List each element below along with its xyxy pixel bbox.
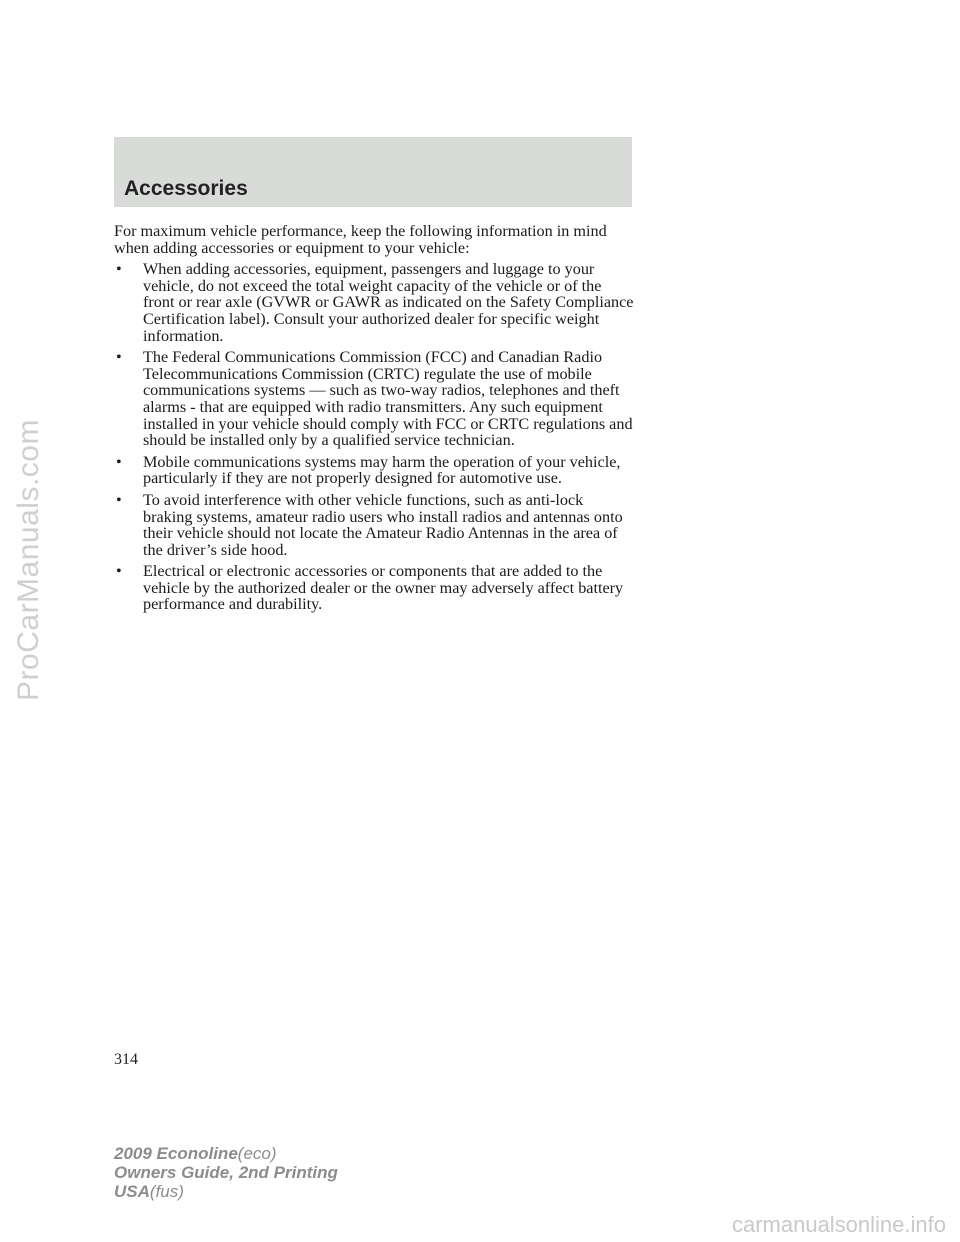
- footer-region-code: (fus): [149, 1182, 184, 1201]
- footer-model: 2009 Econoline: [114, 1144, 238, 1163]
- watermark: [6, 300, 52, 820]
- bullet-icon: •: [116, 348, 122, 367]
- page-number: 314: [114, 1051, 138, 1068]
- list-item-text: Mobile communications systems may harm the operation of your vehicle, particularly if they are not properly designed for automotive use.: [143, 452, 621, 488]
- list-item-text: The Federal Communications Commission (FCC) and Canadian Radio Telecommunications Commission (CRTC) regulate the use of mobile communications systems — such as two-way radios, telephones and theft alarms - that are equipped with radio transmitters. Any such equipment installed in your vehicle should comply with FCC or CRTC regulations and should be installed only by a qualified service technician.: [143, 348, 633, 450]
- section-header: [114, 137, 632, 207]
- bullet-list: [114, 261, 634, 613]
- bullet-icon: •: [116, 490, 122, 509]
- list-item-text: To avoid interference with other vehicle functions, such as anti-lock braking systems, amateur radio users who install radios and antennas onto their vehicle should not locate the Amateur Radio Antennas in the area of the driver’s side hood.: [143, 490, 623, 559]
- document-footer: [114, 1144, 338, 1201]
- footer-line-2: [114, 1163, 338, 1182]
- footer-model-code: (eco): [237, 1144, 277, 1163]
- section-title: Accessories: [124, 177, 248, 200]
- list-item-text: Electrical or electronic accessories or components that are added to the vehicle by the authorized dealer or the owner may adversely affect battery performance and durability.: [143, 562, 624, 614]
- footer-line-3: [114, 1182, 338, 1201]
- site-watermark: carmanualsonline.info: [731, 1212, 946, 1237]
- bullet-icon: •: [116, 260, 122, 279]
- list-item: [114, 492, 634, 558]
- list-item-text: When adding accessories, equipment, passengers and luggage to your vehicle, do not exceed the total weight capacity of the vehicle or of the front or rear axle (GVWR or GAWR as indicated on the Safety Compliance Certification label). Consult your authorized dealer for specific weight information.: [143, 260, 634, 345]
- page-content: [114, 223, 634, 618]
- intro-paragraph: For maximum vehicle performance, keep the following information in mind when adding accessories or equipment to your vehicle:: [114, 222, 607, 257]
- watermark-text: ProCarManuals.com: [12, 419, 45, 701]
- list-item: [114, 454, 634, 487]
- footer-region: USA: [114, 1182, 150, 1201]
- list-item: [114, 563, 634, 613]
- list-item: [114, 349, 634, 449]
- bullet-icon: •: [116, 452, 122, 471]
- footer-edition: Owners Guide, 2nd Printing: [114, 1163, 338, 1182]
- footer-line-1: [114, 1144, 338, 1163]
- list-item: [114, 261, 634, 344]
- bullet-icon: •: [116, 562, 122, 581]
